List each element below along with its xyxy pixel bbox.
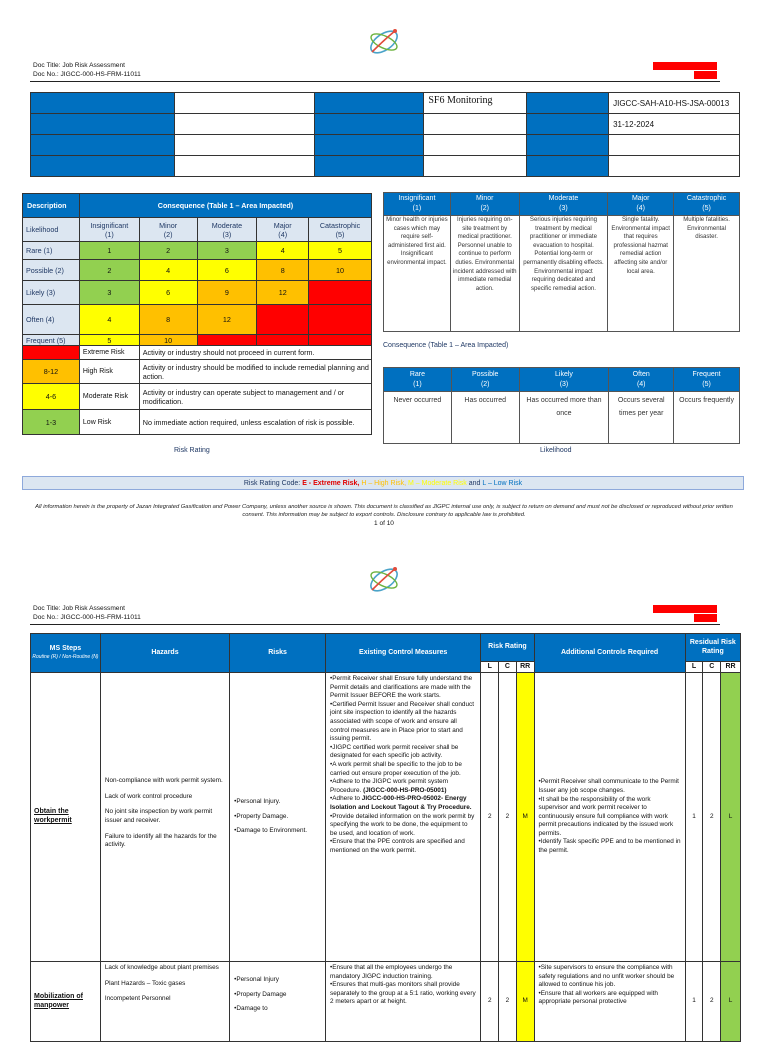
consequence-value: 2	[499, 962, 517, 1042]
risk-rating-header: Risk Rating	[481, 634, 534, 662]
legend-text-low: No immediate action required, unless escalation of risk is possible.	[139, 410, 371, 435]
legend-name-low: Low Risk	[79, 410, 139, 435]
likelihood-table	[383, 367, 740, 444]
matrix-cell: 15	[197, 335, 257, 346]
existing-controls-cell: • Permit Receiver shall Ensure fully understand the Permit details and clarifications are made with the Permit Issuer BEFORE the work starts. • Certified Permit Issuer and Receiver shall conduct joint site inspection to identify all the hazards associated with scope of work and ensure all control measures are in Place prior to start and issuing permit. • JIGPC certified work permit receiver shall be designated for each specific job activity. • A work permit shall be specific to the job to be carried out ensure proper execution of the job. • Adhere to the JIGPC work permit system Procedure. (JIGCC-000-HS-PRO-05001) • Adhere to JIGCC-000-HS-PRO-05002- Energy Isolation and Lockout Tagout & Try Procedure. • Provide detailed information on the work permit by specifying the work to be done, the equipment to be used, and location of work. • Ensure that the PPE controls are specified and mentioned on the work permit.	[326, 673, 481, 962]
consequence-col-header: Moderate (3)	[519, 193, 608, 216]
consequence-col-header: Major (4)	[608, 193, 674, 216]
consequence-table	[383, 192, 740, 332]
description-header: Description	[23, 194, 80, 218]
revision: Rev: 00	[694, 614, 717, 621]
matrix-cell: 8	[257, 260, 309, 281]
matrix-col-header: Insignificant (1)	[79, 218, 139, 242]
additional-controls-cell: • Permit Receiver shall communicate to the Permit Issuer any job scope changes. • It shall be the responsibility of the work supervisor and work permit receiver to continuously ensure full compliance with work permit precautions indicated by the issued work permits. • Identify Task specific PPE and to be mentioned in the permit.	[534, 673, 685, 962]
residual-likelihood-value: 1	[685, 673, 703, 962]
consequence-col-header: Insignificant (1)	[384, 193, 451, 216]
risks-cell: • Personal Injury. • Property Damage. • Damage to Environment.	[230, 673, 326, 962]
risk-rating-caption: Risk Rating	[174, 447, 210, 454]
legend-text-extreme: Activity or industry should not proceed in current form.	[139, 346, 371, 360]
matrix-cell: 4	[139, 260, 197, 281]
risk-matrix	[22, 193, 372, 435]
existing-controls-header: Existing Control Measures	[326, 634, 481, 673]
matrix-cell: 12	[257, 281, 309, 305]
residual-l-header: L	[685, 662, 703, 673]
likelihood-row-label: Possible (2)	[23, 260, 80, 281]
consequence-desc: Serious injuries requiring treatment by medical practitioner or immediate evacuation to hospital. Potential long-term or permanently disabling effects. Environmental impact requiring dedicated and specific remedial action.	[519, 216, 608, 332]
legend-range-high: 8-12	[23, 360, 80, 384]
additional-controls-header: Additional Controls Required	[534, 634, 685, 673]
matrix-cell: 3	[79, 281, 139, 305]
hazards-header: Hazards	[100, 634, 229, 673]
matrix-cell: 4	[257, 242, 309, 260]
company-logo-icon	[364, 560, 404, 600]
consequence-header: Consequence (Table 1 – Area Impacted)	[79, 194, 371, 218]
matrix-cell: 6	[197, 260, 257, 281]
matrix-cell: 2	[139, 242, 197, 260]
company-logo-icon	[364, 22, 404, 62]
risk-rating-value: M	[516, 962, 534, 1042]
matrix-col-header: Moderate (3)	[197, 218, 257, 242]
likelihood-col-header: Often (4)	[609, 368, 674, 392]
matrix-cell: 3	[197, 242, 257, 260]
matrix-cell: 16	[257, 305, 309, 335]
risks-cell: • Personal Injury • Property Damage • Damage to	[230, 962, 326, 1042]
rr-header: RR	[516, 662, 534, 673]
hazards-cell: Lack of knowledge about plant premises Plant Hazards – Toxic gases Incompetent Personnel	[100, 962, 229, 1042]
risk-rating-code: Risk Rating Code: E - Extreme Risk, H – High Risk, M – Moderate Risk and L – Low Risk	[22, 476, 744, 490]
risks-header: Risks	[230, 634, 326, 673]
likelihood-col-header: Likely (3)	[519, 368, 609, 392]
release-purpose: Release Purpose: xxx	[652, 62, 717, 69]
doc-number: Doc No.: JIGCC-000-HS-FRM-11011	[33, 71, 141, 78]
matrix-col-header: Major (4)	[257, 218, 309, 242]
doc-title: Doc Title: Job Risk Assessment	[33, 62, 125, 69]
consequence-desc: Injuries requiring on-site treatment by medical practitioner. Personnel unable to continue to perform duties. Environmental incident addressed with immediate remedial action.	[450, 216, 519, 332]
doc-title: Doc Title: Job Risk Assessment	[33, 605, 125, 612]
likelihood-desc: Has occurred	[451, 392, 519, 444]
likelihood-value: 2	[481, 962, 499, 1042]
likelihood-col-header: Rare (1)	[384, 368, 452, 392]
likelihood-header: Likelihood	[23, 218, 80, 242]
jsa-reference: JIGCC-SAH-A10-HS-JSA-00013	[609, 93, 740, 114]
likelihood-row-label: Rare (1)	[23, 242, 80, 260]
legend-name-high: High Risk	[79, 360, 139, 384]
job-risk-assessment-table	[30, 633, 741, 1042]
doc-number: Doc No.: JIGCC-000-HS-FRM-11011	[33, 614, 141, 621]
legend-range-extreme: 15-25	[23, 346, 80, 360]
legend-name-moderate: Moderate Risk	[79, 384, 139, 410]
residual-likelihood-value: 1	[685, 962, 703, 1042]
matrix-cell: 20	[257, 335, 309, 346]
likelihood-col-header: Possible (2)	[451, 368, 519, 392]
existing-controls-cell: • Ensure that all the employees undergo the mandatory JIGPC induction training. • Ensures that multi-gas monitors shall provide separately to the group at a 5:1 ratio, working every 2 meters apart or at height.	[326, 962, 481, 1042]
matrix-cell: 1	[79, 242, 139, 260]
consequence-value: 2	[499, 673, 517, 962]
matrix-cell: 4	[79, 305, 139, 335]
disclaimer: All information herein is the property of Jazan Integrated Gasification and Power Company, unless another source is shown. This document is classified as JIGPC internal use only, is subject to return on demand and must not be disclosed or reproduced without prior written consent. This information may be subject to export controls. Disclosure contrary to applicable law is prohibited.	[35, 504, 733, 518]
ms-step: Mobilization of manpower	[31, 962, 101, 1042]
matrix-cell: 9	[197, 281, 257, 305]
matrix-cell: 10	[139, 335, 197, 346]
consequence-col-header: Minor (2)	[450, 193, 519, 216]
likelihood-desc: Has occurred more than once	[519, 392, 609, 444]
likelihood-desc: Never occurred	[384, 392, 452, 444]
page-number: 1 of 10	[374, 520, 394, 527]
matrix-cell: 2	[79, 260, 139, 281]
jsa-date: 31-12-2024	[609, 114, 740, 135]
matrix-cell: 5	[79, 335, 139, 346]
residual-consequence-value: 2	[703, 673, 721, 962]
matrix-cell: 5	[309, 242, 372, 260]
legend-range-moderate: 4-6	[23, 384, 80, 410]
header-divider	[30, 624, 720, 625]
consequence-desc: Minor health or injuries cases which may require self-administered first aid. Insignificant environmental impact.	[384, 216, 451, 332]
residual-c-header: C	[703, 662, 721, 673]
header-divider	[30, 81, 720, 82]
likelihood-desc: Occurs frequently	[674, 392, 740, 444]
likelihood-value: 2	[481, 673, 499, 962]
matrix-col-header: Minor (2)	[139, 218, 197, 242]
matrix-cell: 8	[139, 305, 197, 335]
likelihood-col-header: Frequent (5)	[674, 368, 740, 392]
additional-controls-cell: • Site supervisors to ensure the compliance with safety regulations and no unfit worker should be allowed to continue his job. • Ensure that all workers are equipped with appropriate personal protective	[534, 962, 685, 1042]
legend-name-extreme: Extreme Risk	[79, 346, 139, 360]
residual-risk-header: Residual Risk Rating	[685, 634, 740, 662]
consequence-col-header: Catastrophic (5)	[674, 193, 740, 216]
consequence-desc: Multiple fatalities. Environmental disaster.	[674, 216, 740, 332]
matrix-col-header: Catastrophic (5)	[309, 218, 372, 242]
likelihood-row-label: Frequent (5)	[23, 335, 80, 346]
matrix-cell: 6	[139, 281, 197, 305]
matrix-cell: 15	[309, 281, 372, 305]
l-header: L	[481, 662, 499, 673]
likelihood-row-label: Likely (3)	[23, 281, 80, 305]
risk-rating-value: M	[516, 673, 534, 962]
likelihood-caption: Likelihood	[540, 447, 572, 454]
residual-rr-header: RR	[721, 662, 741, 673]
matrix-cell: 20	[309, 305, 372, 335]
matrix-cell: 25	[309, 335, 372, 346]
consequence-caption: Consequence (Table 1 – Area Impacted)	[383, 342, 509, 349]
consequence-desc: Single fatality. Environmental impact that requires professional hazmat remedial action affecting site and/or local area.	[608, 216, 674, 332]
likelihood-desc: Occurs several times per year	[609, 392, 674, 444]
residual-consequence-value: 2	[703, 962, 721, 1042]
residual-risk-value: L	[721, 962, 741, 1042]
activity-info-table	[30, 92, 740, 177]
legend-text-moderate: Activity or industry can operate subject to management and / or modification.	[139, 384, 371, 410]
ms-steps-header: MS Steps Routine (R) / Non-Routine (N)	[31, 634, 101, 673]
hazards-cell: Non-compliance with work permit system. Lack of work control procedure No joint site inspection by work permit issuer and receiver. Failure to identify all the hazards for the activity.	[100, 673, 229, 962]
revision: Rev: 00	[694, 71, 717, 78]
release-purpose: Release Purpose: xxx	[652, 605, 717, 612]
matrix-cell: 10	[309, 260, 372, 281]
residual-risk-value: L	[721, 673, 741, 962]
c-header: C	[499, 662, 517, 673]
ms-step: Obtain the workpermit	[31, 673, 101, 962]
matrix-cell: 12	[197, 305, 257, 335]
likelihood-row-label: Often (4)	[23, 305, 80, 335]
legend-text-high: Activity or industry should be modified to include remedial planning and action.	[139, 360, 371, 384]
legend-range-low: 1-3	[23, 410, 80, 435]
activity-name: SF6 Monitoring	[424, 93, 527, 114]
